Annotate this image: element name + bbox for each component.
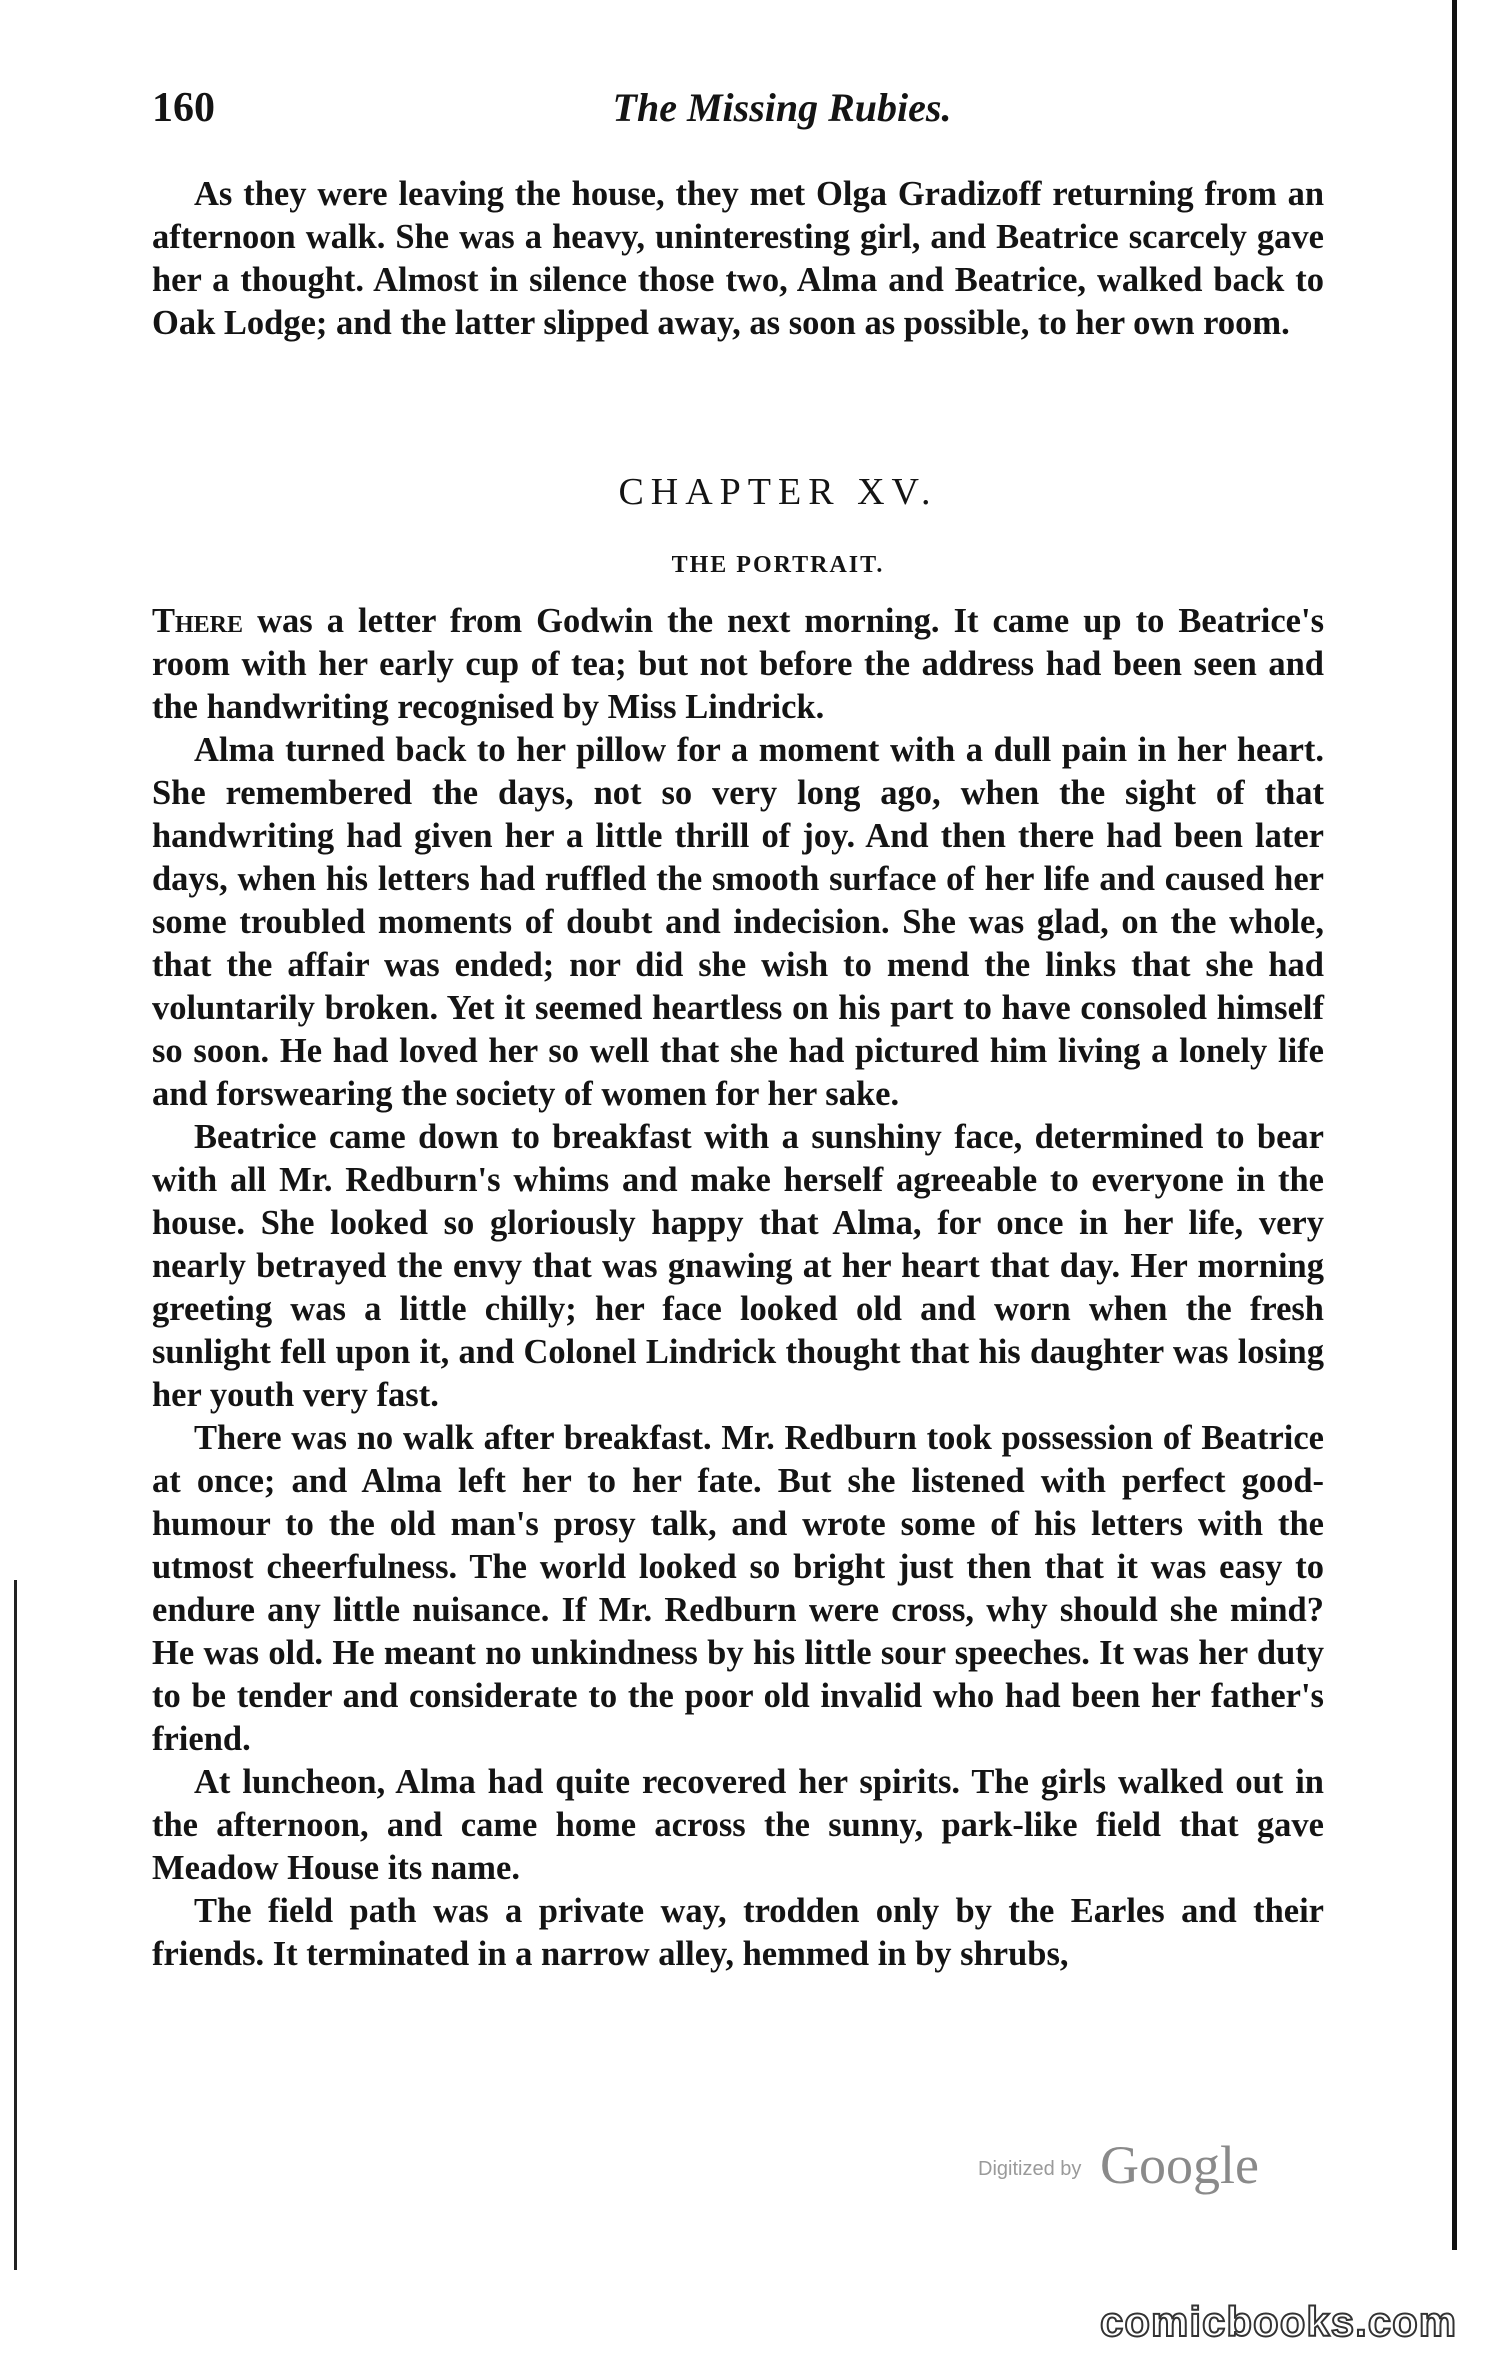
paragraph: There was no walk after breakfast. Mr. Redburn took possession of Beatrice at once; and Alma left her to her fate. But she listened with perfect good-humour to the old man's prosy talk, and wrote some of his letters with the utmost cheerfulness. The world looked so bright just then that it was easy to endure any little nuisance. If Mr. Redburn were cross, why should she mind? He was old. He meant no unkindness by his little sour speeches. It was her duty to be tender and considerate to the poor old invalid who had been her father's friend.	[152, 1419, 1324, 1758]
site-watermark: comicbooks.com	[1100, 2298, 1458, 2345]
paragraph: Beatrice came down to breakfast with a sunshiny face, determined to bear with all Mr. Redburn's whims and make herself agreeable to everyone in the house. She looked so gloriously happy that Alma, for once in her life, very nearly betrayed the envy that was gnawing at her heart that day. Her morning greeting was a little chilly; her face looked old and worn when the fresh sunlight fell upon it, and Colonel Lindrick thought that his daughter was losing her youth very fast.	[152, 1118, 1324, 1414]
chapter-body	[152, 600, 1324, 1976]
binding-edge-rule	[14, 1580, 17, 2270]
opening-word: There	[152, 602, 244, 640]
page-edge-rule	[1452, 0, 1457, 2250]
page-number: 160	[152, 85, 215, 131]
opening-paragraph-text: was a letter from Godwin the next morning. It came up to Beatrice's room with her early cup of tea; but not before the address had been seen and the handwriting recognised by Miss Lindrick.	[152, 602, 1324, 726]
digitized-by-label: Digitized by	[978, 2158, 1082, 2180]
paragraph: As they were leaving the house, they met Olga Gradizoff returning from an afternoon walk. She was a heavy, uninteresting girl, and Beatrice scarcely gave her a thought. Almost in silence those two, Alma and Beatrice, walked back to Oak Lodge; and the latter slipped away, as soon as possible, to her own room.	[152, 175, 1324, 342]
paragraph: At luncheon, Alma had quite recovered her spirits. The girls walked out in the afternoon, and came home across the sunny, park-like field that gave Meadow House its name.	[152, 1763, 1324, 1887]
chapter-heading: CHAPTER XV.	[618, 471, 938, 513]
previous-chapter-ending	[152, 173, 1324, 345]
paragraph: The field path was a private way, trodden only by the Earles and their friends. It terminated in a narrow alley, hemmed in by shrubs,	[152, 1892, 1324, 1973]
google-logo: Google	[1100, 2135, 1259, 2195]
running-title: The Missing Rubies.	[612, 85, 952, 130]
paragraph: Alma turned back to her pillow for a moment with a dull pain in her heart. She remembered the days, not so very long ago, when the sight of that handwriting had given her a little thrill of joy. And then there had been later days, when his letters had ruffled the smooth surface of her life and caused her some troubled moments of doubt and indecision. She was glad, on the whole, that the affair was ended; nor did she wish to mend the links that she had voluntarily broken. Yet it seemed heartless on his part to have consoled himself so soon. He had loved her so well that she had pictured him living a lonely life and forswearing the society of women for her sake.	[152, 731, 1324, 1113]
chapter-subtitle: THE PORTRAIT.	[671, 552, 885, 578]
opening-paragraph	[152, 600, 1324, 729]
page-header	[152, 84, 1332, 144]
